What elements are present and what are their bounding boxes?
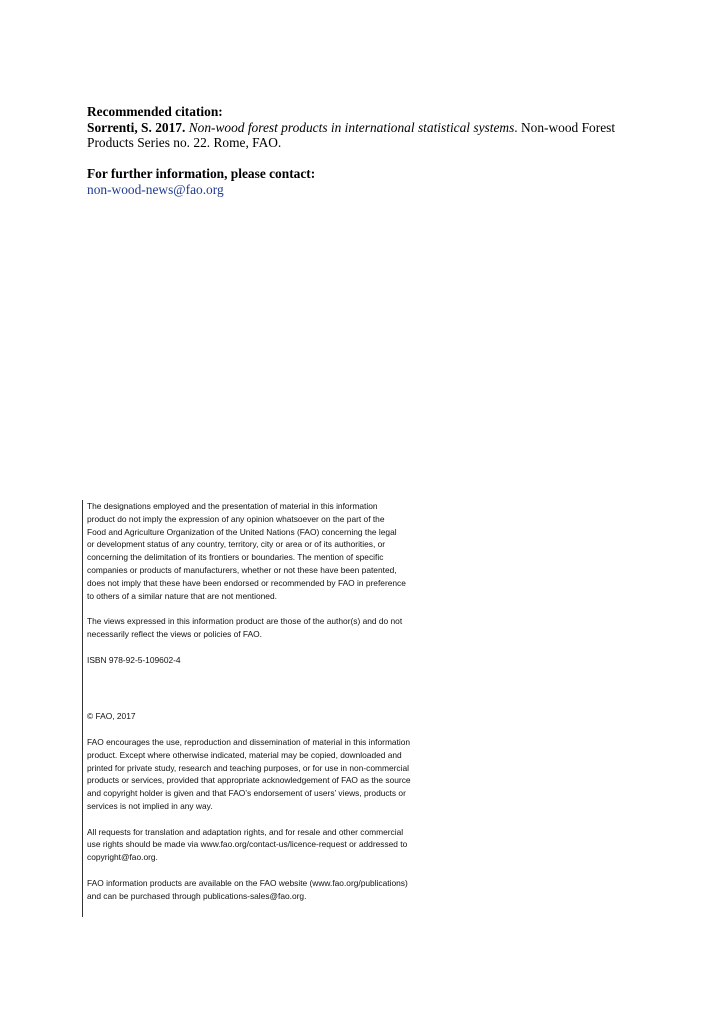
contact-block <box>87 166 647 197</box>
contact-email-link[interactable]: non-wood-news@fao.org <box>87 181 224 197</box>
citation-text <box>87 120 647 151</box>
views-paragraph: The views expressed in this information product are those of the author(s) and do not necessarily reflect the views or policies of FAO. <box>87 616 403 639</box>
citation-block <box>87 104 647 151</box>
citation-title: Non-wood forest products in international statistical systems <box>188 119 515 135</box>
contact-heading: For further information, please contact: <box>87 166 316 181</box>
citation-author: Sorrenti, S. 2017. <box>87 119 186 135</box>
copyright-notice: © FAO, 2017 <box>87 711 136 722</box>
requests-paragraph: All requests for translation and adaptation rights, and for resale and other commercial use rights should be made via www.fao.org/contact-us/licence-request or addressed to copyright@fao.org. <box>87 826 408 863</box>
legal-notice <box>82 500 477 917</box>
citation-heading: Recommended citation: <box>87 104 223 119</box>
isbn: ISBN 978-92-5-109602-4 <box>87 654 181 665</box>
citation-rest: . Non-wood Forest Products Series no. 22. Rome, FAO. <box>87 119 616 151</box>
availability-paragraph: FAO information products are available on the FAO website (www.fao.org/publications) and can be purchased through publications-sales@fao.org. <box>87 877 408 901</box>
encourage-paragraph: FAO encourages the use, reproduction and dissemination of material in this information product. Except where otherwise indicated, material may be copied, downloaded and printed for private study, research and teaching purposes, or for use in non-commercial products or services, provided that appropriate acknowledgement of FAO as the source and copyright holder is given and that FAO’s endorsement of users’ views, products or services is not implied in any way. <box>87 736 411 811</box>
disclaimer-paragraph: The designations employed and the presentation of material in this information product do not imply the expression of any opinion whatsoever on the part of the Food and Agriculture Organization of the United Nations (FAO) concerning the legal or development status of any country, territory, city or area or of its authorities, or concerning the delimitation of its frontiers or boundaries. The mention of specific companies or products of manufacturers, whether or not these have been patented, does not imply that these have been endorsed or recommended by FAO in preference to others of a similar nature that are not mentioned. <box>87 501 406 601</box>
